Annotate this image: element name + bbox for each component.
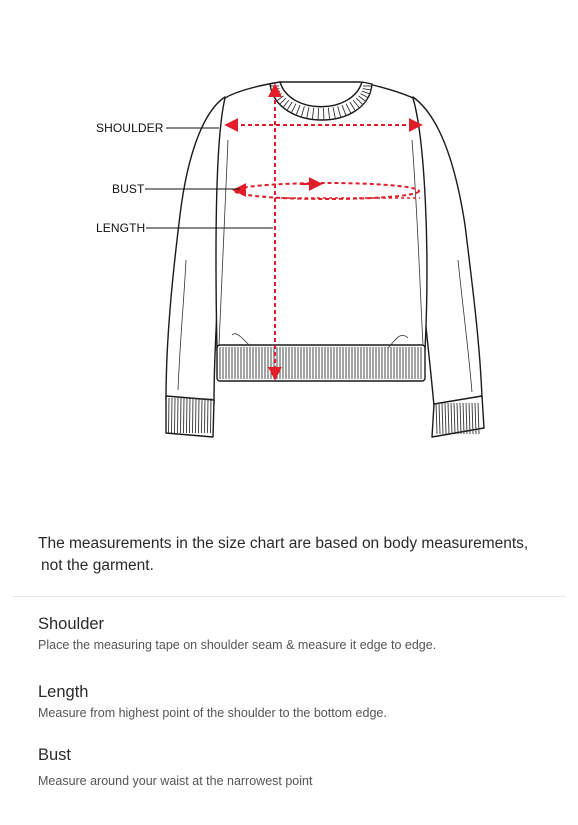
sweatshirt-drawing [166,82,484,437]
note-line-2: not the garment. [41,557,154,574]
item-desc-shoulder: Place the measuring tape on shoulder seam & measure it edge to edge. [38,638,437,652]
item-shoulder [38,614,436,653]
callout-shoulder: SHOULDER [96,121,164,135]
item-title-length: Length [38,683,89,701]
measurement-note [38,533,558,577]
note-line-1: The measurements in the size chart are based on body measurements, [38,535,529,552]
item-length [38,682,387,721]
divider [12,596,566,597]
item-bust [38,745,312,789]
callout-bust: BUST [112,182,145,196]
item-title-bust: Bust [38,746,72,764]
item-title-shoulder: Shoulder [38,615,105,633]
item-desc-bust: Measure around your waist at the narrowest point [38,774,313,788]
torso [216,82,427,350]
callout-length: LENGTH [96,221,146,235]
item-desc-length: Measure from highest point of the shoulder to the bottom edge. [38,706,387,720]
